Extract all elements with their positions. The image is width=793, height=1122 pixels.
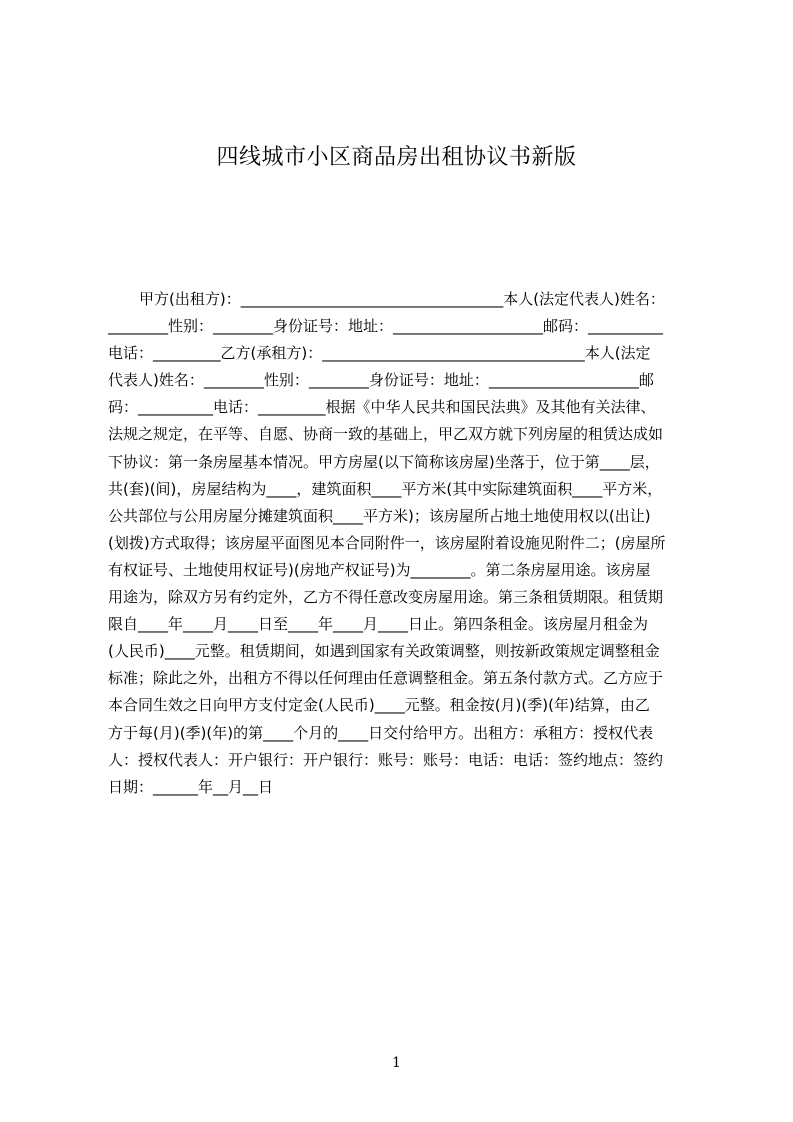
body-line: 人：授权代表人：开户银行：开户银行：账号：账号：电话：电话：签约地点：签约: [108, 750, 664, 769]
body-line: 电话：_________乙方(承租方)：___________________________________本人(法定: [108, 344, 651, 363]
document-title: 四线城市小区商品房出租协议书新版: [216, 145, 577, 170]
body-line: 日期：______年__月__日: [108, 777, 274, 796]
document-body: [108, 286, 699, 801]
body-line: 公共部位与公用房屋分摊建筑面积____平方米)；该房屋所占地土地使用权以(出让): [108, 506, 651, 525]
body-line: 下协议：第一条房屋基本情况。甲方房屋(以下简称该房屋)坐落于，位于第____层，: [108, 452, 660, 471]
body-line: 有权证号、土地使用权证号)(房地产权证号)为________。第二条房屋用途。该房屋: [108, 560, 651, 579]
body-line: 法规之规定，在平等、自愿、协商一致的基础上，甲乙双方就下列房屋的租赁达成如: [108, 425, 664, 444]
body-line: 标准；除此之外，出租方不得以任何理由任意调整租金。第五条付款方式。乙方应于: [108, 669, 664, 688]
body-line: 本合同生效之日向甲方支付定金(人民币)____元整。租金按(月)(季)(年)结算，由乙: [108, 696, 650, 715]
page-number: 1: [392, 1055, 401, 1071]
body-line: (人民币)____元整。租赁期间，如遇到国家有关政策调整，则按新政策规定调整租金: [108, 642, 660, 661]
body-line: (划拨)方式取得；该房屋平面图见本合同附件一，该房屋附着设施见附件二；(房屋所: [108, 533, 666, 552]
body-line: 方于每(月)(季)(年)的第____个月的____日交付给甲方。出租方：承租方：授权代表: [108, 723, 654, 742]
body-line: 共(套)(间)，房屋结构为____，建筑面积____平方米(其中实际建筑面积____平方米，: [108, 479, 663, 498]
body-line: 甲方(出租方)：___________________________________本人(法定代表人)姓名：: [139, 290, 665, 308]
body-line: 用途为，除双方另有约定外，乙方不得任意改变房屋用途。第三条租赁期限。租赁期: [108, 588, 664, 607]
body-line: 限自____年____月____日至____年____月____日止。第四条租金。该房屋月租金为: [108, 615, 649, 634]
body-line: 码：__________电话：_________根据《中华人民共和国民法典》及其他有关法律、: [108, 398, 656, 417]
body-line: ________性别：________身份证号：地址：____________________邮码：__________: [108, 317, 664, 336]
body-line: 代表人)姓名：________性别：________身份证号：地址：____________________邮: [108, 371, 654, 390]
